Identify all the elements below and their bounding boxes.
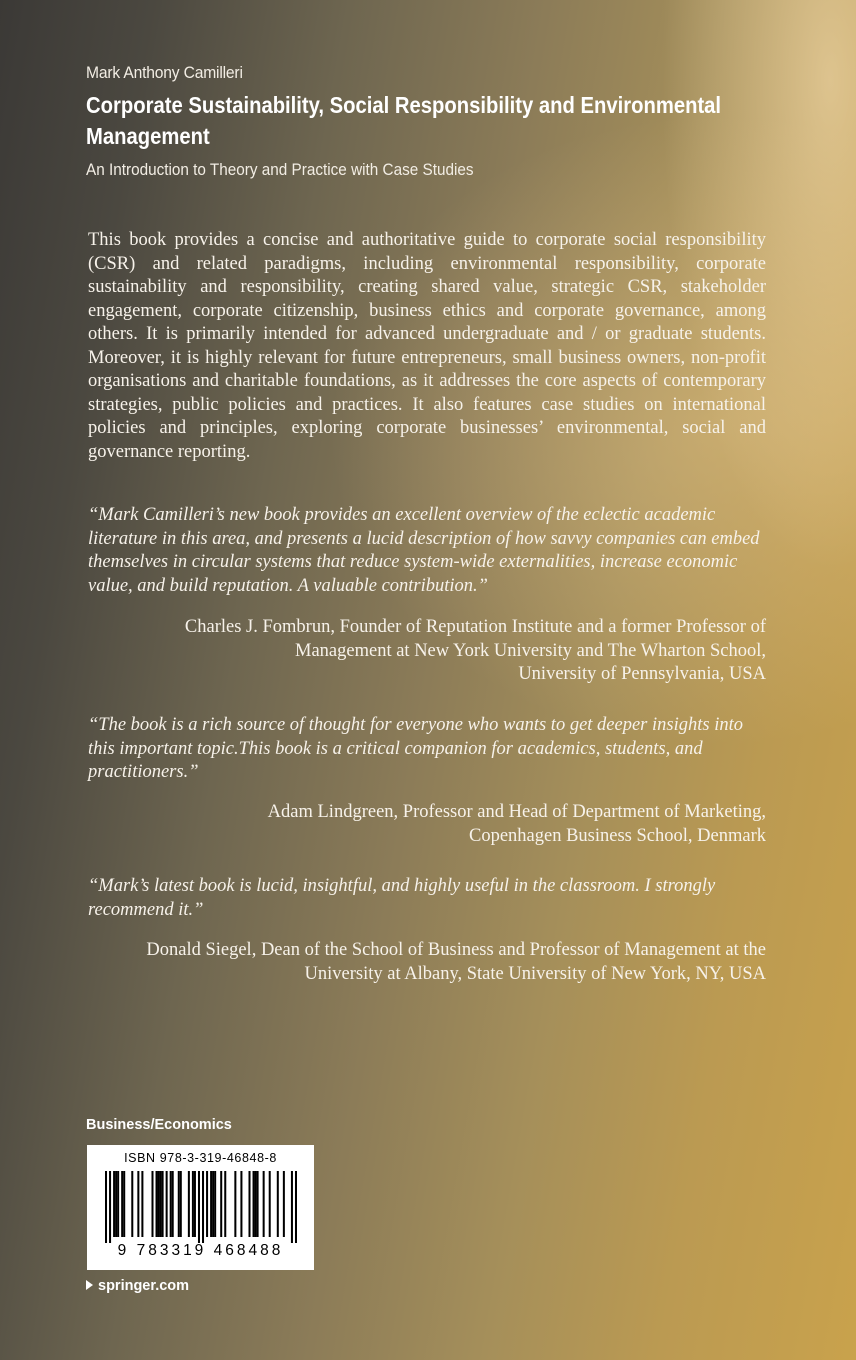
- barcode-bar: [160, 1171, 162, 1237]
- barcode-bar: [113, 1171, 115, 1237]
- author-name: Mark Anthony Camilleri: [86, 63, 243, 82]
- barcode-bar: [137, 1171, 139, 1237]
- attribution-line: Charles J. Fombrun, Founder of Reputation Institute and a former Professor of: [184, 617, 766, 637]
- publisher-website[interactable]: [86, 1278, 189, 1294]
- barcode-bar: [257, 1171, 259, 1237]
- barcode-bar: [255, 1171, 257, 1237]
- barcode-bar: [123, 1171, 125, 1237]
- barcode-bar: [117, 1171, 119, 1237]
- subject-category: Business/Economics: [86, 1117, 232, 1133]
- arrow-right-icon: [86, 1280, 93, 1290]
- barcode-bar: [206, 1171, 208, 1237]
- barcode-bar: [162, 1171, 164, 1237]
- barcode-bar: [121, 1171, 123, 1237]
- endorsement-attribution-2: [88, 801, 766, 848]
- barcode-bar: [192, 1171, 194, 1237]
- barcode-bar: [172, 1171, 174, 1237]
- barcode-bar: [166, 1171, 168, 1237]
- barcode-bar: [178, 1171, 180, 1237]
- barcode-bars: [105, 1171, 297, 1243]
- barcode-bar: [210, 1171, 212, 1237]
- endorsement-quote-1: “Mark Camilleri’s new book provides an excellent overview of the eclectic academic literature in this area, and presents a lucid description of how savvy companies can embed themselves in circular systems that reduce system-wide externalities, increase economic value, and build reputation. A valuable contribution.”: [88, 505, 760, 596]
- attribution-line: Copenhagen Business School, Denmark: [469, 825, 766, 846]
- barcode-bar: [131, 1171, 133, 1237]
- barcode-bar: [283, 1171, 285, 1237]
- barcode-bar: [212, 1171, 214, 1237]
- barcode-bar: [291, 1171, 293, 1243]
- barcode-bar: [234, 1171, 236, 1237]
- barcode-bar: [248, 1171, 250, 1237]
- website-label: springer.com: [98, 1278, 190, 1294]
- book-subtitle: An Introduction to Theory and Practice with Case Studies: [86, 160, 474, 179]
- barcode-bar: [277, 1171, 279, 1237]
- barcode-bar: [214, 1171, 216, 1237]
- attribution-line: Adam Lindgreen, Professor and Head of Department of Marketing,: [267, 802, 766, 822]
- barcode-bar: [240, 1171, 242, 1237]
- barcode-bar: [253, 1171, 255, 1237]
- barcode-bar: [170, 1171, 172, 1237]
- barcode-bar: [158, 1171, 160, 1237]
- barcode-bar: [141, 1171, 143, 1237]
- attribution-line: Management at New York University and The Wharton School,: [295, 640, 766, 661]
- barcode-bar: [180, 1171, 182, 1237]
- barcode-bar: [224, 1171, 226, 1237]
- endorsement-quote-2: “The book is a rich source of thought for everyone who wants to get deeper insights into this important topic.This book is a critical companion for academics, students, and practitioners.”: [88, 715, 743, 782]
- endorsement-quote-3: “Mark’s latest book is lucid, insightful, and highly useful in the classroom. I strongly recommend it.”: [88, 876, 716, 920]
- endorsement-attribution-1: [88, 616, 766, 687]
- ean-digits: 9 783319 468488: [117, 1242, 284, 1259]
- barcode-bar: [263, 1171, 265, 1237]
- barcode-bar: [194, 1171, 196, 1237]
- endorsement-attribution-3: [88, 939, 766, 986]
- barcode-bar: [151, 1171, 153, 1237]
- isbn-barcode: [87, 1145, 314, 1270]
- attribution-line: Donald Siegel, Dean of the School of Business and Professor of Management at the: [146, 940, 766, 960]
- book-title: Corporate Sustainability, Social Responsibility and Environmental Management: [86, 92, 722, 149]
- barcode-bar: [156, 1171, 158, 1237]
- barcode-bar: [269, 1171, 271, 1237]
- barcode-bar: [295, 1171, 297, 1243]
- barcode-bar: [109, 1171, 111, 1243]
- barcode-bar: [105, 1171, 107, 1243]
- barcode-bar: [220, 1171, 222, 1237]
- barcode-bar: [115, 1171, 117, 1237]
- isbn-label: ISBN 978-3-319-46848-8: [124, 1151, 277, 1165]
- book-description: This book provides a concise and authoritative guide to corporate social responsibility (CSR) and related paradigms, including environmental responsibility, corporate sustainability and responsibility, creating shared value, strategic CSR, stakeholder engagement, corporate citizenship, business ethics and corporate governance, among others. It is primarily intended for advanced undergraduate and / or graduate students. Moreover, it is highly relevant for future entrepreneurs, small business owners, non-profit organisations and charitable foundations, as it addresses the core aspects of contemporary strategies, public policies and practices. It also features case studies on international policies and principles, exploring corporate businesses’ environmental, social and governance reporting.: [88, 230, 766, 462]
- barcode-bar: [202, 1171, 204, 1243]
- attribution-line: University at Albany, State University of New York, NY, USA: [304, 963, 766, 984]
- attribution-line: University of Pennsylvania, USA: [518, 664, 766, 684]
- barcode-bar: [198, 1171, 200, 1243]
- barcode-bar: [188, 1171, 190, 1237]
